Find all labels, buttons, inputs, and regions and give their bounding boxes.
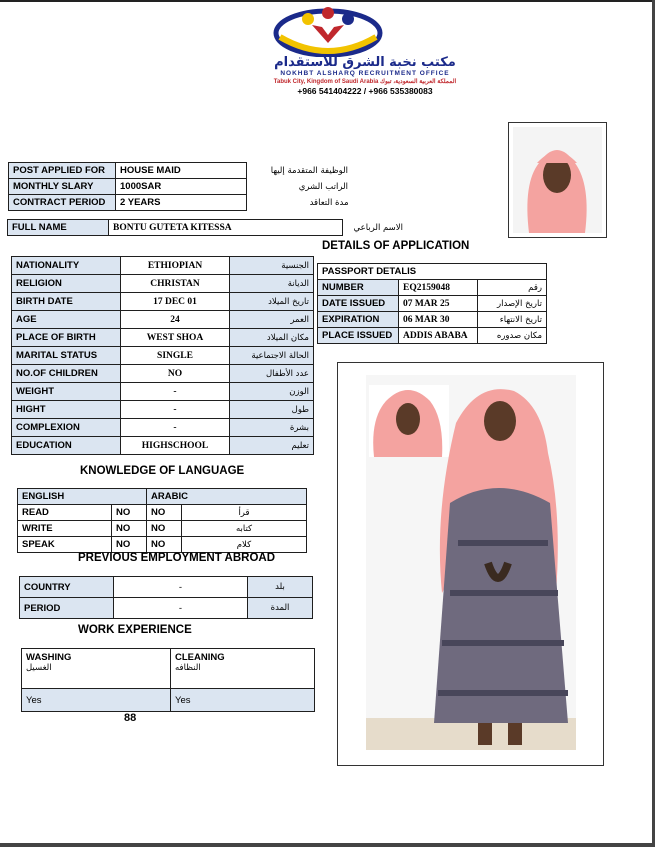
detail-value: SINGLE [121,347,230,365]
language-skill-label-ar: كلام [182,537,307,553]
passport-label-ar: تاريخ الانتهاء [478,312,547,328]
table-row [9,163,353,179]
table-row [22,689,315,712]
full-name-value: BONTU GUTETA KITESSA [109,220,343,236]
table-row [12,437,314,455]
detail-label: EDUCATION [12,437,121,455]
employment-heading: PREVIOUS EMPLOYMENT ABROAD [78,552,276,564]
detail-label-ar: الحالة الاجتماعية [230,347,314,365]
country-label-ar: بلد [248,577,313,598]
arabic-level: NO [147,505,182,521]
passport-label: DATE ISSUED [318,296,399,312]
salary-value: 1000SAR [116,179,247,195]
detail-label-ar: بشرة [230,419,314,437]
contract-value: 2 YEARS [116,195,247,211]
company-phones: +966 541404222 / +966 535380083 [297,86,433,96]
washing-label: WASHING [26,652,72,663]
table-row [8,220,408,236]
language-table [17,488,307,553]
contract-label-ar: مدة التعاقد [309,197,349,208]
language-skill-label: SPEAK [18,537,112,553]
position-table [8,162,353,211]
language-heading: KNOWLEDGE OF LANGUAGE [80,465,245,477]
detail-label-ar: مكان الميلاد [230,329,314,347]
table-row [12,401,314,419]
detail-label: HIGHT [12,401,121,419]
language-skill-label-ar: قرأ [182,505,307,521]
location-english: Tabuk City, Kingdom of Saudi Arabia [273,79,379,85]
full-body-photo-image [338,363,603,765]
employment-table [19,576,313,619]
company-logo [272,3,384,57]
detail-label-ar: الوزن [230,383,314,401]
washing-label-ar: الغسيل [26,663,52,673]
language-skill-label: READ [18,505,112,521]
passport-label: EXPIRATION [318,312,399,328]
detail-value: WEST SHOA [121,329,230,347]
full-body-photo [337,362,604,766]
table-row [18,537,307,553]
salary-label: MONTHLY SLARY [9,179,116,195]
language-skill-label: WRITE [18,521,112,537]
detail-label: NATIONALITY [12,257,121,275]
table-row [12,275,314,293]
passport-label: NUMBER [318,280,399,296]
table-row [20,577,313,598]
details-table [11,256,314,455]
country-value: - [114,577,248,598]
details-heading: DETAILS OF APPLICATION [322,240,470,252]
table-row [18,521,307,537]
table-row [18,489,307,505]
table-row [22,649,315,689]
cleaning-cell [171,649,315,689]
language-skill-label-ar: كتابه [182,521,307,537]
passport-label-ar: مكان صدوره [478,328,547,344]
table-row [12,329,314,347]
passport-value: 06 MAR 30 [399,312,478,328]
period-label-ar: المدة [248,598,313,619]
detail-value: - [121,401,230,419]
english-level: NO [112,505,147,521]
table-row [12,311,314,329]
detail-value: - [121,419,230,437]
detail-label-ar: عدد الأطفال [230,365,314,383]
washing-value: Yes [22,689,171,712]
passport-label: PLACE ISSUED [318,328,399,344]
table-row [12,419,314,437]
detail-label: MARITAL STATUS [12,347,121,365]
country-label: COUNTRY [20,577,114,598]
english-level: NO [112,537,147,553]
english-level: NO [112,521,147,537]
table-row [9,179,353,195]
detail-label-ar: العمر [230,311,314,329]
table-row [12,257,314,275]
post-value: HOUSE MAID [116,163,247,179]
table-row [18,505,307,521]
page-number: 88 [124,712,137,724]
salary-label-ar: الراتب الشري [298,181,348,192]
detail-label-ar: الجنسية [230,257,314,275]
period-value: - [114,598,248,619]
full-name-label: FULL NAME [8,220,109,236]
work-table [21,648,315,712]
detail-value: HIGHSCHOOL [121,437,230,455]
passport-photo-image [509,123,606,237]
table-row [12,347,314,365]
post-label-ar: الوظيفة المتقدمة إليها [270,165,348,176]
work-heading: WORK EXPERIENCE [78,624,192,636]
detail-value: ETHIOPIAN [121,257,230,275]
detail-label: COMPLEXION [12,419,121,437]
table-row [12,293,314,311]
detail-label: AGE [12,311,121,329]
table-row [12,383,314,401]
table-row [20,598,313,619]
detail-label: RELIGION [12,275,121,293]
passport-value: 07 MAR 25 [399,296,478,312]
page-border-bottom [0,843,655,847]
cleaning-label-ar: النظافه [175,663,201,673]
arabic-level: NO [147,521,182,537]
cleaning-value: Yes [171,689,315,712]
detail-value: CHRISTAN [121,275,230,293]
detail-label: BIRTH DATE [12,293,121,311]
table-row [12,365,314,383]
company-location [215,78,515,85]
company-arabic-title: مكتب نخبة الشرق للاستقدام [274,55,456,70]
english-col-header: ENGLISH [18,489,147,505]
detail-value: NO [121,365,230,383]
passport-label-ar: تاريخ الإصدار [478,296,547,312]
table-row [9,195,353,211]
table-row [318,296,547,312]
cleaning-label: CLEANING [175,652,225,663]
detail-label: WEIGHT [12,383,121,401]
passport-value: EQ2159048 [399,280,478,296]
detail-label-ar: تعليم [230,437,314,455]
passport-table [317,263,547,344]
table-row [318,312,547,328]
arabic-level: NO [147,537,182,553]
passport-photo [508,122,607,238]
passport-value: ADDIS ABABA [399,328,478,344]
period-label: PERIOD [20,598,114,619]
company-english-title: NOKHBT ALSHARQ RECRUITMENT OFFICE [280,70,450,77]
detail-value: 17 DEC 01 [121,293,230,311]
location-arabic: المملكة العربية السعودية، تبوك [380,79,457,85]
table-row [318,328,547,344]
washing-cell [22,649,171,689]
passport-title: PASSPORT DETALIS [318,264,547,280]
detail-label-ar: الديانة [230,275,314,293]
detail-value: 24 [121,311,230,329]
page-border-top [0,0,655,2]
passport-label-ar: رقم [478,280,547,296]
arabic-col-header: ARABIC [147,489,307,505]
detail-value: - [121,383,230,401]
full-name-table [7,219,407,236]
detail-label: PLACE OF BIRTH [12,329,121,347]
detail-label-ar: طول [230,401,314,419]
detail-label-ar: تاريخ الميلاد [230,293,314,311]
table-row [318,280,547,296]
contract-label: CONTRACT PERIOD [9,195,116,211]
table-row [318,264,547,280]
post-label: POST APPLIED FOR [9,163,116,179]
detail-label: NO.OF CHILDREN [12,365,121,383]
full-name-label-ar: الاسم الرباعي [353,222,403,233]
